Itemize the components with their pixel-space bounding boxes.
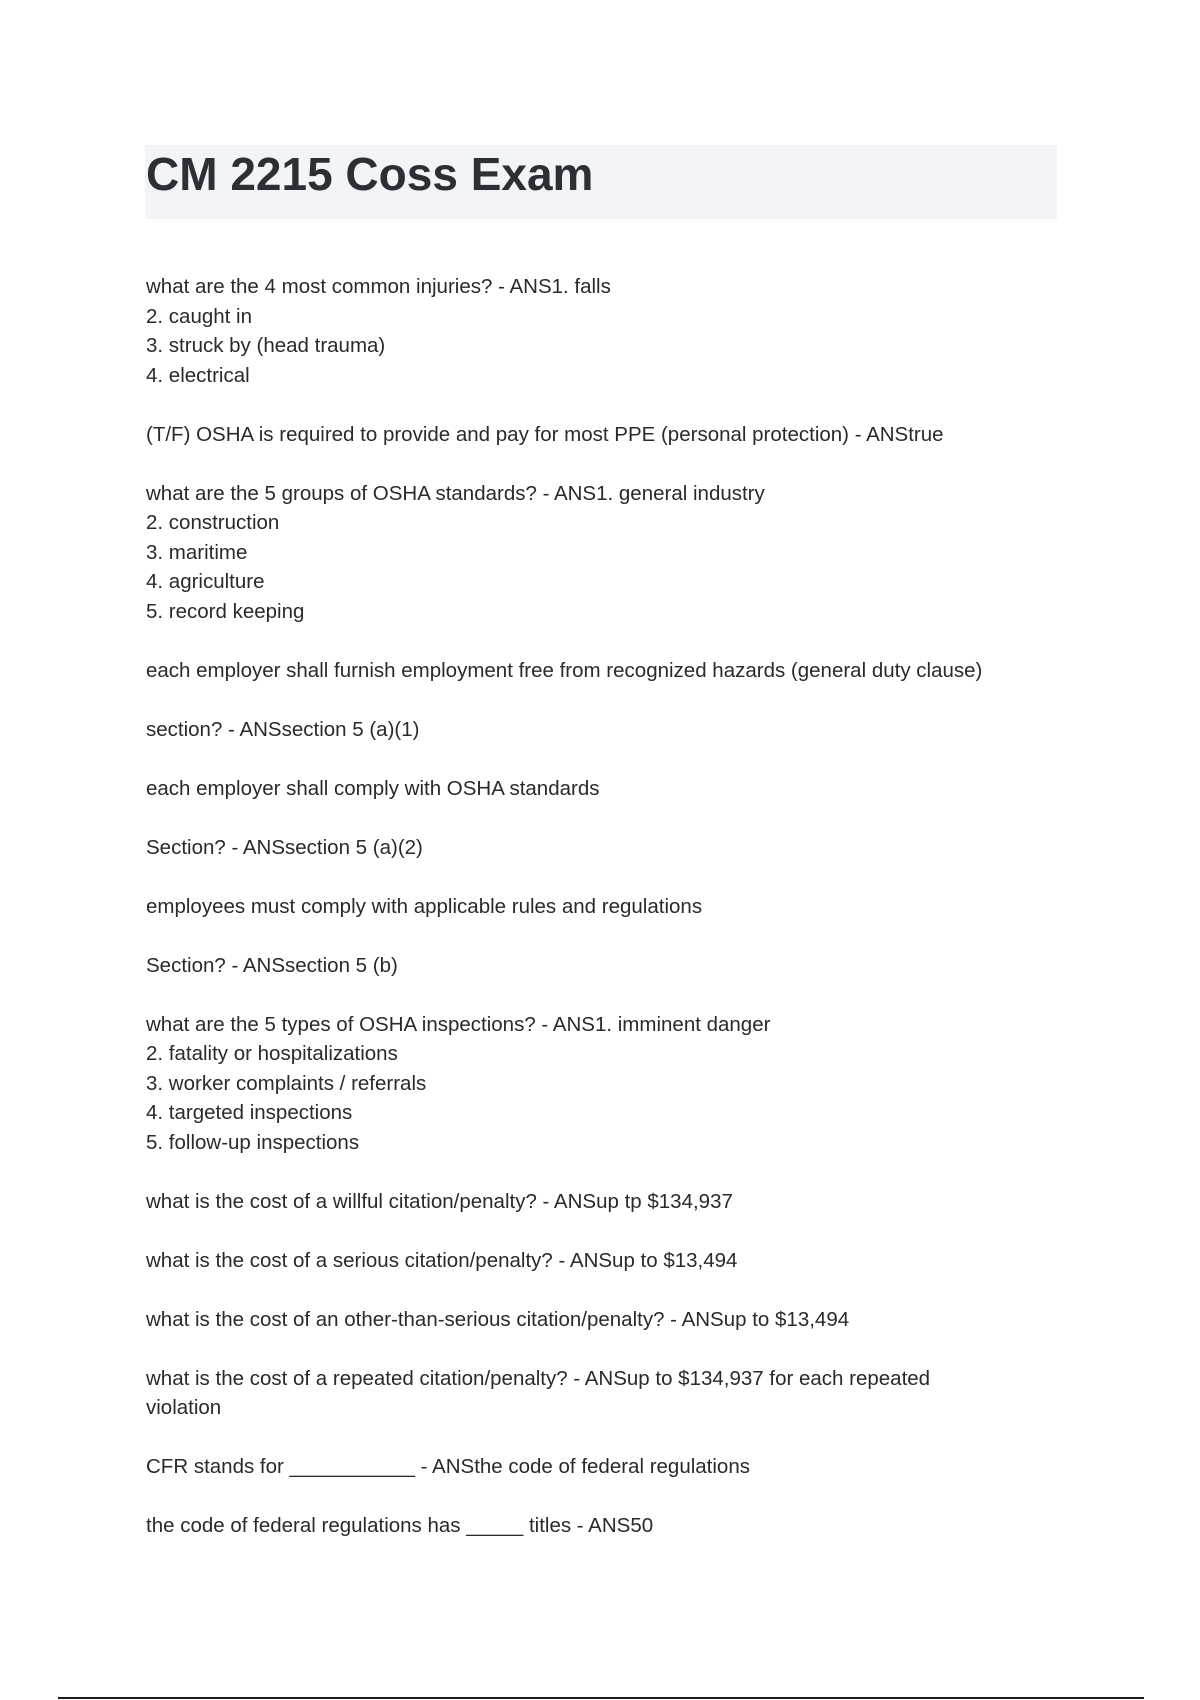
qa-block xyxy=(146,1364,1076,1423)
qa-line: 3. maritime xyxy=(146,540,248,564)
qa-line: what are the 5 types of OSHA inspections? - ANS1. imminent danger xyxy=(146,1012,771,1036)
qa-block xyxy=(146,892,1076,922)
qa-block xyxy=(146,1511,1076,1541)
qa-block xyxy=(146,420,1076,450)
qa-line: what are the 5 groups of OSHA standards? - ANS1. general industry xyxy=(146,481,765,505)
qa-content xyxy=(146,272,1076,1570)
qa-line: 2. construction xyxy=(146,511,280,534)
qa-line: what is the cost of a serious citation/penalty? - ANSup to $13,494 xyxy=(146,1248,738,1272)
document-title: CM 2215 Coss Exam xyxy=(146,148,594,200)
qa-block xyxy=(146,1246,1076,1276)
page-divider xyxy=(58,1697,1144,1699)
qa-block xyxy=(146,833,1076,863)
qa-block xyxy=(146,479,1076,627)
qa-block xyxy=(146,1010,1076,1158)
qa-block xyxy=(146,656,1076,686)
qa-line: 2. fatality or hospitalizations xyxy=(146,1042,398,1065)
qa-block xyxy=(146,1452,1076,1482)
qa-line: 4. electrical xyxy=(146,363,250,387)
qa-line: each employer shall comply with OSHA standards xyxy=(146,776,600,800)
qa-line: each employer shall furnish employment free from recognized hazards (general duty clause) xyxy=(146,658,983,682)
qa-line: what is the cost of an other-than-serious citation/penalty? - ANSup to $13,494 xyxy=(146,1307,850,1331)
qa-line: 5. record keeping xyxy=(146,599,305,623)
qa-line: 5. follow-up inspections xyxy=(146,1130,360,1154)
qa-line: CFR stands for ___________ - ANSthe code of federal regulations xyxy=(146,1455,750,1478)
qa-line: what is the cost of a repeated citation/penalty? - ANSup to $134,937 for each repeated xyxy=(146,1366,931,1390)
qa-line: violation xyxy=(146,1396,222,1419)
qa-line: (T/F) OSHA is required to provide and pay for most PPE (personal protection) - ANStrue xyxy=(146,422,944,446)
qa-line: employees must comply with applicable rules and regulations xyxy=(146,894,703,918)
qa-line: section? - ANSsection 5 (a)(1) xyxy=(146,717,420,741)
qa-block xyxy=(146,951,1076,981)
qa-line: the code of federal regulations has _____ titles - ANS50 xyxy=(146,1514,654,1537)
qa-line: what is the cost of a willful citation/penalty? - ANSup tp $134,937 xyxy=(146,1189,733,1213)
qa-line: 4. agriculture xyxy=(146,570,265,593)
qa-line: what are the 4 most common injuries? - ANS1. falls xyxy=(146,275,611,298)
qa-block xyxy=(146,774,1076,804)
qa-block xyxy=(146,1187,1076,1217)
qa-block xyxy=(146,715,1076,745)
qa-line: 2. caught in xyxy=(146,304,252,328)
qa-line: 4. targeted inspections xyxy=(146,1101,353,1124)
qa-line: Section? - ANSsection 5 (a)(2) xyxy=(146,835,423,859)
qa-block xyxy=(146,272,1076,390)
qa-line: Section? - ANSsection 5 (b) xyxy=(146,953,398,977)
qa-block xyxy=(146,1305,1076,1335)
qa-line: 3. struck by (head trauma) xyxy=(146,334,386,357)
qa-line: 3. worker complaints / referrals xyxy=(146,1071,427,1095)
